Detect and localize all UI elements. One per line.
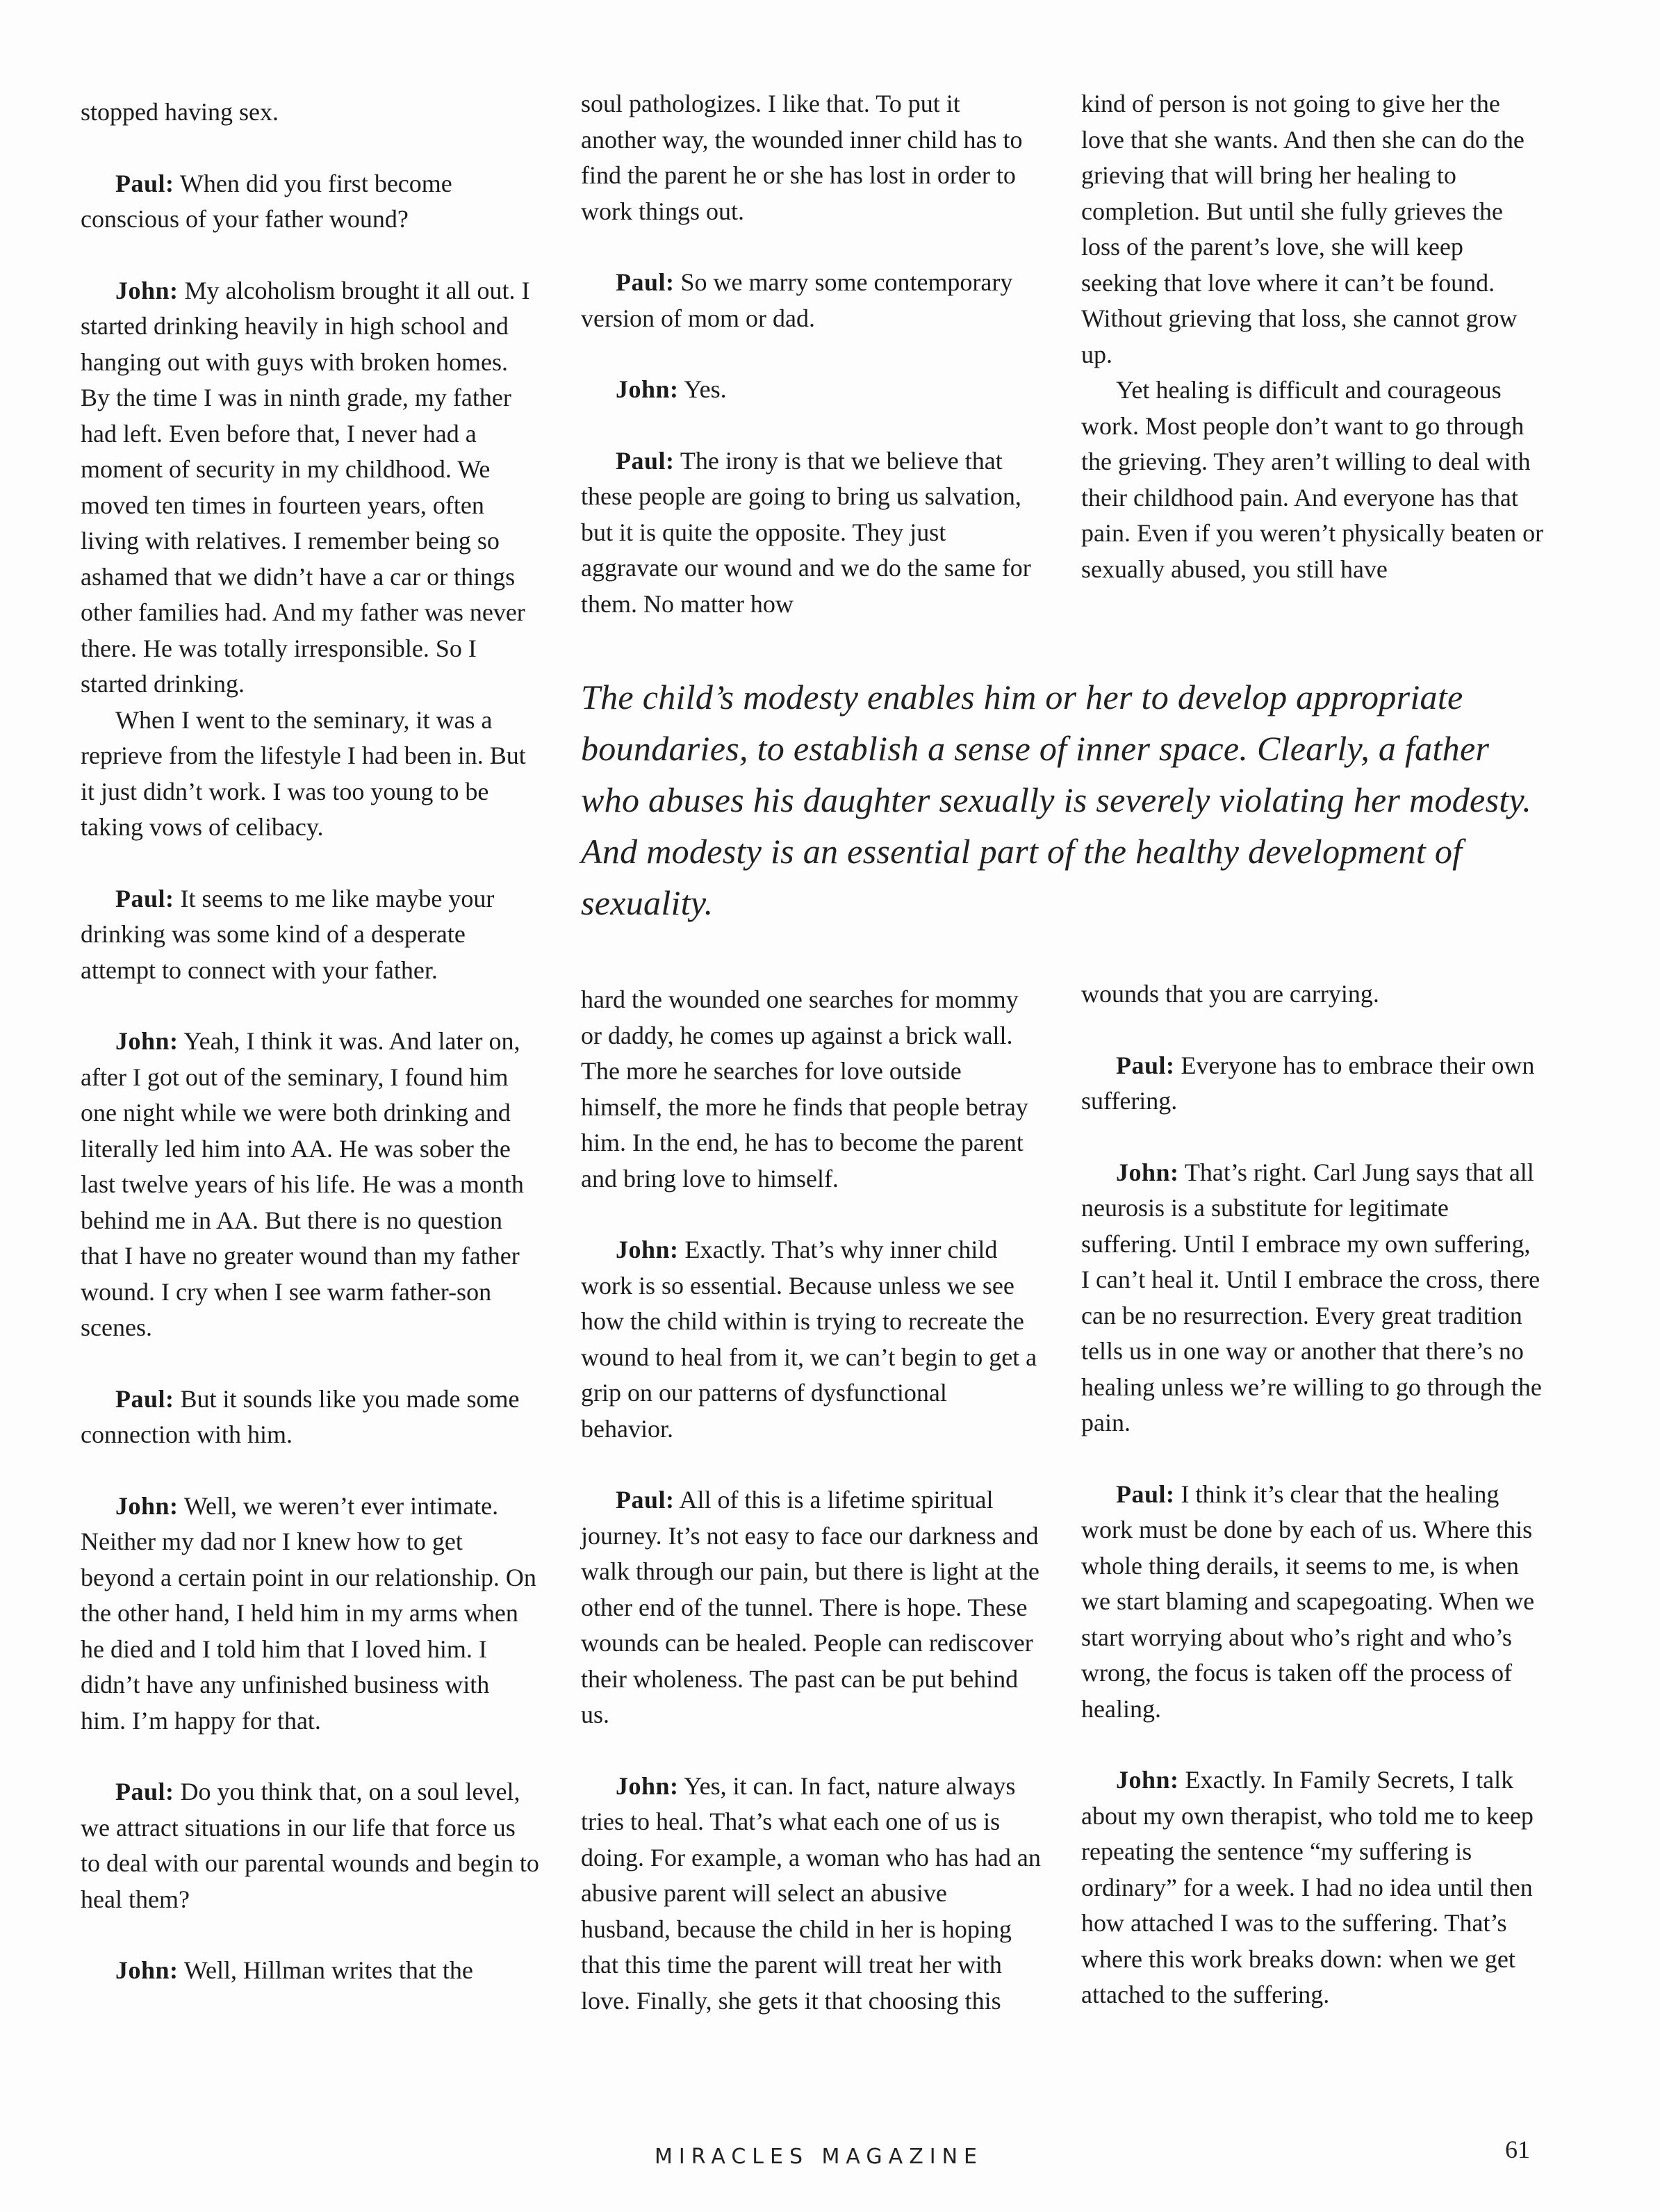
paragraph: Paul: It seems to me like maybe your drinking was some kind of a desperate attempt to connect with your father. <box>81 884 495 984</box>
magazine-name: MIRACLES MAGAZINE <box>655 2145 983 2169</box>
paragraph: kind of person is not going to give her the love that she wants. And then she can do the grieving that will bring her healing to completion. But until she fully grieves the loss of the parent’s love, she will keep seeking that love where it can’t be found. Without grieving that loss, she cannot grow up. <box>1081 90 1525 368</box>
paragraph: John: Yeah, I think it was. And later on, after I got out of the seminary, I found him one night while we were both drinking and literally led him into AA. He was sober the last twelve years of his life. He was a month behind me in AA. But there is no question that I have no greater wound than my father wound. I cry when I see warm father-son scenes. <box>81 1027 524 1341</box>
pull-quote: The child’s modesty enables him or her to develop appropriate boundaries, to establish a sense of inner space. Clearly, a father who abuses his daughter sexually is severely violating her modesty. And modesty is an essential part of the healthy development of sexuality. <box>581 678 1532 922</box>
paragraph: John: My alcoholism brought it all out. I started drinking heavily in high school and hanging out with guys with broken homes. By the time I was in ninth grade, my father had left. Even before that, I never had a moment of security in my childhood. We moved ten times in fourteen years, often living with relatives. I remember being so ashamed that we didn’t have a car or things other families had. And my father was never there. He was totally irresponsible. So I started drinking. <box>81 276 530 698</box>
text-column-1 <box>81 95 541 1989</box>
paragraph: John: That’s right. Carl Jung says that all neurosis is a substitute for legitimate suffering. Until I embrace my own suffering, I can’t heal it. Until I embrace the cross, there can be no resurrection. Every great tradition tells us in one way or another that there’s no healing unless we’re willing to go through the pain. <box>1081 1158 1542 1436</box>
paragraph: John: Exactly. That’s why inner child work is so essential. Because unless we see how the child within is trying to recreate the wound to heal from it, we can’t begin to get a grip on our patterns of dysfunctional behavior. <box>581 1236 1037 1443</box>
paragraph: soul pathologizes. I like that. To put it another way, the wounded inner child has to find the parent he or she has lost in order to work things out. <box>581 90 1023 225</box>
paragraph: hard the wounded one searches for mommy or daddy, he comes up against a brick wall. The more he searches for love outside himself, the more he finds that people betray him. In the end, he has to become the parent and bring love to himself. <box>581 985 1028 1193</box>
paragraph: Paul: So we marry some contemporary version of mom or dad. <box>581 268 1013 332</box>
paragraph: stopped having sex. <box>81 98 279 126</box>
paragraph: John: Yes. <box>616 375 727 403</box>
paragraph: John: Well, Hillman writes that the <box>115 1956 473 1984</box>
text-column-4 <box>581 982 1041 2019</box>
paragraph: Paul: Do you think that, on a soul level, we attract situations in our life that force us to deal with our parental wounds and begin to heal them? <box>81 1778 539 1913</box>
paragraph: Paul: The irony is that we believe that these people are going to bring us salvation, but it is quite the opposite. They just aggravate our wound and we do the same for them. No matter how <box>581 446 1031 618</box>
paragraph: When I went to the seminary, it was a reprieve from the lifestyle I had been in. But it just didn’t work. I was too young to be taking vows of celibacy. <box>81 705 526 841</box>
paragraph: John: Exactly. In Family Secrets, I talk about my own therapist, who told me to keep repeating the sentence “my suffering is ordinary” for a week. I had no idea until then how attached I was to the suffering. That’s where this work breaks down: when we get attached to the suffering. <box>1081 1766 1534 2008</box>
text-column-5 <box>1081 976 1544 2013</box>
paragraph: John: Yes, it can. In fact, nature always tries to heal. That’s what each one of us is doing. For example, a woman who has had an abusive parent will select an abusive husband, because the child in her is hoping that this time the parent will treat her with love. Finally, she gets it that choosing this <box>581 1771 1041 2015</box>
text-column-2 <box>581 86 1041 622</box>
paragraph: Paul: But it sounds like you made some connection with him. <box>81 1384 520 1448</box>
paragraph: Paul: When did you first become conscious of your father wound? <box>81 169 452 233</box>
text-column-3 <box>1081 86 1544 587</box>
paragraph: Paul: Everyone has to embrace their own suffering. <box>1081 1051 1535 1115</box>
paragraph: Paul: All of this is a lifetime spiritual journey. It’s not easy to face our darkness and walk through our pain, but there is light at the other end of the tunnel. There is hope. These wounds can be healed. People can rediscover their wholeness. The past can be put behind us. <box>581 1486 1039 1728</box>
paragraph: John: Well, we weren’t ever intimate. Neither my dad nor I knew how to get beyond a certain point in our relationship. On the other hand, I held him in my arms when he died and I told him that I loved him. I didn’t have any unfinished business with him. I’m happy for that. <box>81 1491 536 1735</box>
paragraph: Paul: I think it’s clear that the healing work must be done by each of us. Where this whole thing derails, it seems to me, is when we start blaming and scapegoating. When we start worrying about who’s right and who’s wrong, the focus is taken off the process of healing. <box>1081 1480 1535 1723</box>
page-number: 61 <box>1505 2136 1530 2163</box>
paragraph: Yet healing is difficult and courageous work. Most people don’t want to go through the grieving. They aren’t willing to deal with their childhood pain. And everyone has that pain. Even if you weren’t physically beaten or sexually abused, you still have <box>1081 376 1544 583</box>
paragraph: wounds that you are carrying. <box>1081 980 1379 1008</box>
